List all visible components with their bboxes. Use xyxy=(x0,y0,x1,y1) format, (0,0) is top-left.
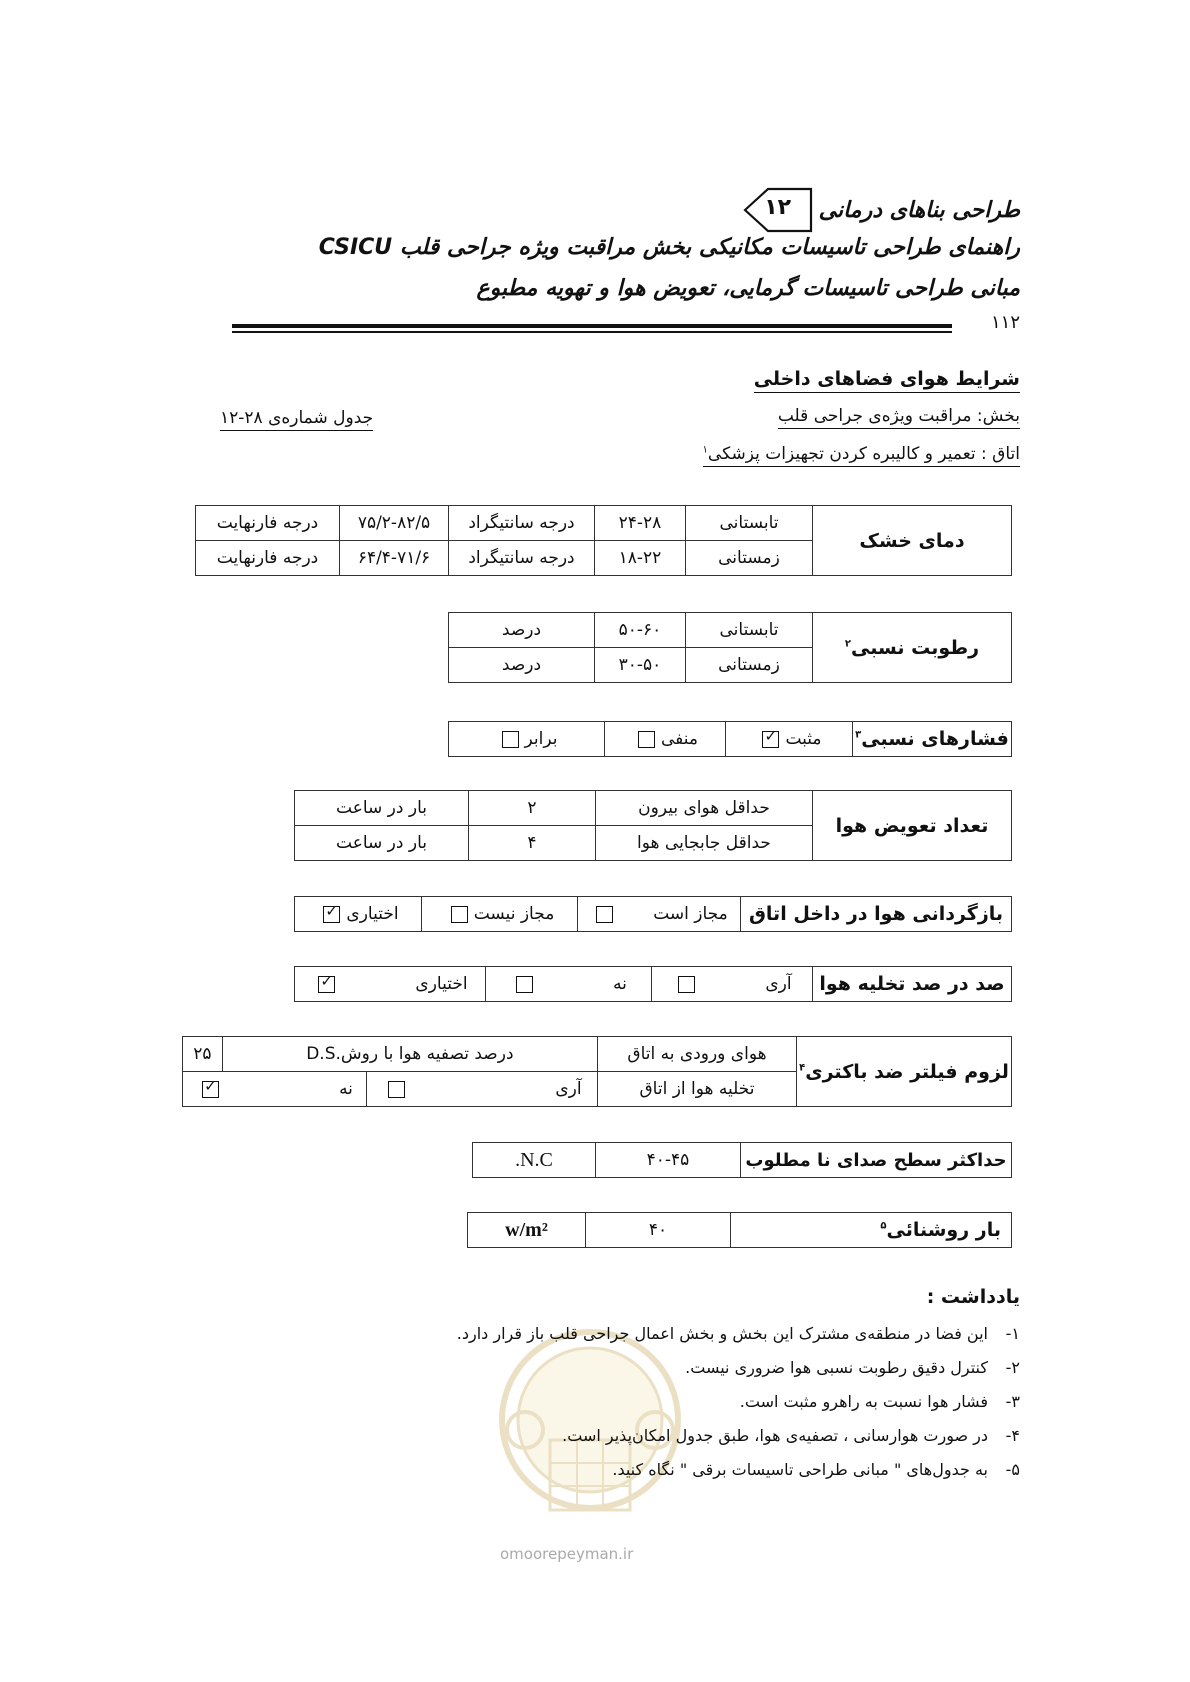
lighting-table xyxy=(467,1212,1012,1248)
exhaust-optional-cell xyxy=(295,967,486,1002)
filter-outlet-name: تخلیه هوا از اتاق xyxy=(598,1072,797,1107)
humidity-season-winter: زمستانی xyxy=(686,648,813,683)
exhaust-no-checkbox[interactable] xyxy=(516,976,533,993)
filter-yes-label: آری xyxy=(555,1079,582,1099)
notes-title: یادداشت : xyxy=(926,1286,1020,1308)
air-change-label: تعداد تعویض هوا xyxy=(813,791,1012,861)
filter-label-text: لزوم فیلتر ضد باکتری xyxy=(805,1060,1009,1083)
filter-no-label: نه xyxy=(339,1079,353,1099)
noise-table xyxy=(472,1142,1012,1178)
header-rule xyxy=(232,324,952,328)
air-change-total-name: حداقل جابجایی هوا xyxy=(596,826,813,861)
noise-unit: N.C. xyxy=(473,1143,596,1178)
pressure-footnote: ۳ xyxy=(855,729,862,741)
recirculation-allowed-label: مجاز است xyxy=(653,904,728,924)
pressure-equal-label: برابر xyxy=(524,729,558,749)
recirculation-table xyxy=(294,896,1012,932)
recirculation-allowed-checkbox[interactable] xyxy=(596,906,613,923)
filter-footnote: ۴ xyxy=(799,1062,806,1074)
note-text: فشار هوا نسبت به راهرو مثبت است. xyxy=(739,1392,988,1411)
filter-inlet-desc: درصد تصفیه هوا با روش.D.S xyxy=(222,1037,597,1072)
lighting-label-text: بار روشنائی xyxy=(886,1219,1001,1241)
filter-yes-checkbox[interactable] xyxy=(388,1081,405,1098)
note-number: ۵- xyxy=(1005,1460,1020,1479)
pressure-label-text: فشارهای نسبی xyxy=(861,728,1009,750)
pressure-equal-cell xyxy=(449,722,605,757)
exhaust-yes-cell xyxy=(652,967,813,1002)
air-change-outdoor-name: حداقل هوای بیرون xyxy=(596,791,813,826)
exhaust-yes-checkbox[interactable] xyxy=(678,976,695,993)
series-header xyxy=(743,187,1020,233)
dry-temp-c-winter: ۱۸-۲۲ xyxy=(595,541,686,576)
exhaust-label: صد در صد تخلیه هوا xyxy=(813,967,1012,1002)
pressure-negative-checkbox[interactable] xyxy=(638,731,655,748)
watermark-url: omoorepeyman.ir xyxy=(500,1545,634,1563)
humidity-label-text: رطوبت نسبی xyxy=(851,636,980,659)
filter-inlet-value: ۲۵ xyxy=(183,1037,223,1072)
dry-temp-c-unit-winter: درجه سانتیگراد xyxy=(449,541,595,576)
note-item xyxy=(740,1392,1020,1411)
series-number-badge xyxy=(743,187,813,233)
recirculation-not-allowed-label: مجاز نیست xyxy=(473,904,555,924)
table-number: جدول شماره‌ی ۲۸-۱۲ xyxy=(220,408,373,431)
recirculation-label: بازگردانی هوا در داخل اتاق xyxy=(741,897,1012,932)
pressure-table xyxy=(448,721,1012,757)
dry-temp-f-summer: ۷۵/۲-۸۲/۵ xyxy=(340,506,449,541)
dry-temp-f-unit-winter: درجه فارنهایت xyxy=(196,541,340,576)
humidity-season-summer: تابستانی xyxy=(686,613,813,648)
air-change-total-unit: بار در ساعت xyxy=(295,826,469,861)
note-item xyxy=(685,1358,1020,1377)
exhaust-optional-label: اختیاری xyxy=(415,974,468,994)
dry-temp-f-winter: ۶۴/۴-۷۱/۶ xyxy=(340,541,449,576)
note-number: ۴- xyxy=(1005,1426,1020,1445)
air-change-table xyxy=(294,790,1012,861)
exhaust-yes-label: آری xyxy=(765,974,792,994)
room-line-text: اتاق : تعمیر و کالیبره کردن تجهیزات پزشکی xyxy=(707,444,1020,464)
humidity-table xyxy=(448,612,1012,683)
pressure-label xyxy=(853,722,1012,757)
lighting-label xyxy=(731,1213,1012,1248)
dry-temp-c-unit-summer: درجه سانتیگراد xyxy=(449,506,595,541)
note-text: این فضا در منطقه‌ی مشترک این بخش و بخش اعمال جراحی قلب باز قرار دارد. xyxy=(456,1324,988,1343)
noise-label: حداکثر سطح صدای نا مطلوب xyxy=(741,1143,1012,1178)
page-number: ۱۱۲ xyxy=(990,312,1020,333)
series-title: طراحی بناهای درمانی xyxy=(818,197,1020,223)
humidity-value-winter: ۳۰-۵۰ xyxy=(595,648,686,683)
note-number: ۳- xyxy=(1005,1392,1020,1411)
note-text: در صورت هوارسانی ، تصفیه‌ی هوا، طبق جدول امکان‌پذیر است. xyxy=(562,1426,988,1445)
section-title: شرایط هوای فضاهای داخلی xyxy=(754,368,1020,393)
exhaust-no-label: نه xyxy=(613,974,627,994)
pressure-equal-checkbox[interactable] xyxy=(502,731,519,748)
note-text: به جدول‌های " مبانی طراحی تاسیسات برقی " نگاه کنید. xyxy=(612,1460,988,1479)
recirculation-optional-label: اختیاری xyxy=(346,904,399,924)
pressure-negative-label: منفی xyxy=(660,729,698,749)
recirculation-allowed-cell xyxy=(578,897,741,932)
humidity-footnote: ۲ xyxy=(844,638,852,650)
document-topic: مبانی طراحی تاسیسات گرمایی، تعویض هوا و تهویه مطبوع xyxy=(476,276,1020,301)
recirculation-optional-cell xyxy=(295,897,422,932)
filter-label xyxy=(797,1037,1012,1107)
room-line xyxy=(703,444,1020,467)
note-item xyxy=(457,1324,1020,1343)
filter-no-cell xyxy=(183,1072,367,1107)
filter-inlet-name: هوای ورودی به اتاق xyxy=(598,1037,797,1072)
note-item xyxy=(612,1460,1020,1479)
dry-temp-table xyxy=(195,505,1012,576)
note-item xyxy=(562,1426,1020,1445)
note-text: کنترل دقیق رطوبت نسبی هوا ضروری نیست. xyxy=(685,1358,988,1377)
pressure-negative-cell xyxy=(605,722,726,757)
series-number: ۱۲ xyxy=(764,195,792,220)
header-rule-thin xyxy=(232,331,952,333)
dry-temp-label: دمای خشک xyxy=(813,506,1012,576)
filter-no-checkbox[interactable] xyxy=(202,1081,219,1098)
noise-value: ۴۰-۴۵ xyxy=(596,1143,741,1178)
filter-table xyxy=(182,1036,1012,1107)
lighting-unit: w/m² xyxy=(468,1213,586,1248)
humidity-label xyxy=(813,613,1012,683)
humidity-unit-winter: درصد xyxy=(449,648,595,683)
exhaust-no-cell xyxy=(486,967,652,1002)
dry-temp-c-summer: ۲۴-۲۸ xyxy=(595,506,686,541)
air-change-total-value: ۴ xyxy=(469,826,596,861)
document-subtitle: راهنمای طراحی تاسیسات مکانیکی بخش مراقبت ویژه جراحی قلب CSICU xyxy=(318,235,1020,260)
exhaust-optional-checkbox[interactable] xyxy=(318,976,335,993)
recirculation-not-allowed-checkbox[interactable] xyxy=(451,906,468,923)
dry-temp-f-unit-summer: درجه فارنهایت xyxy=(196,506,340,541)
exhaust-table xyxy=(294,966,1012,1002)
pressure-positive-label: مثبت xyxy=(785,729,822,749)
recirculation-optional-checkbox[interactable] xyxy=(323,906,340,923)
department-line: بخش: مراقبت ویژه‌ی جراحی قلب xyxy=(778,406,1020,429)
humidity-unit-summer: درصد xyxy=(449,613,595,648)
filter-yes-cell xyxy=(367,1072,598,1107)
room-footnote: ۱ xyxy=(702,444,708,456)
pressure-positive-cell xyxy=(726,722,853,757)
pressure-positive-checkbox[interactable] xyxy=(762,731,779,748)
air-change-outdoor-unit: بار در ساعت xyxy=(295,791,469,826)
air-change-outdoor-value: ۲ xyxy=(469,791,596,826)
recirculation-not-allowed-cell xyxy=(422,897,578,932)
lighting-value: ۴۰ xyxy=(586,1213,731,1248)
dry-temp-season-summer: تابستانی xyxy=(686,506,813,541)
note-number: ۲- xyxy=(1005,1358,1020,1377)
dry-temp-season-winter: زمستانی xyxy=(686,541,813,576)
note-number: ۱- xyxy=(1005,1324,1020,1343)
humidity-value-summer: ۵۰-۶۰ xyxy=(595,613,686,648)
lighting-footnote: ۵ xyxy=(880,1220,887,1232)
